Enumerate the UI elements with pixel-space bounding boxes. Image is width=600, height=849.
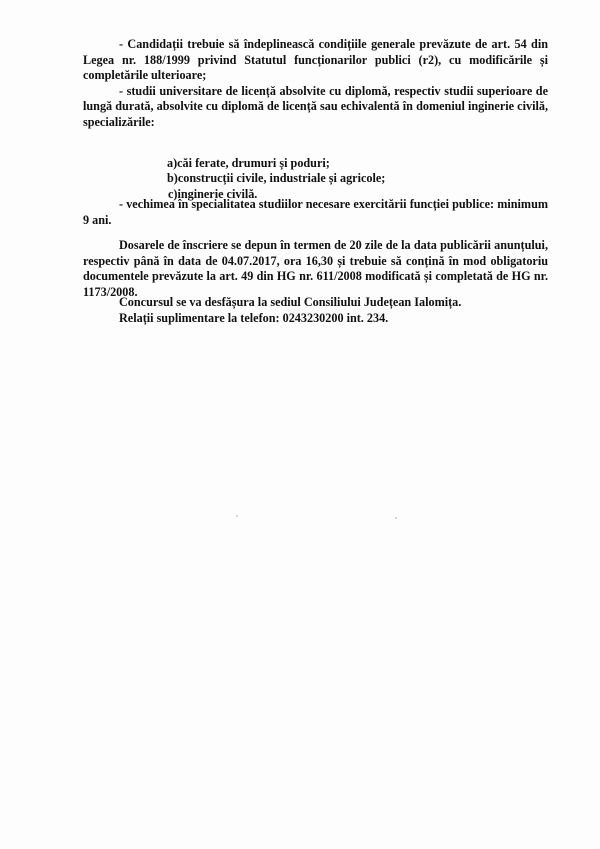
specialization-item: b)construcții civile, industriale și agricole; [167,171,386,186]
requirement-general-conditions: - Candidații trebuie să îndeplinească condițiile generale prevăzute de art. 54 din Legea nr. 188/1999 privind Statutul funcționarilor publici (r2), cu modificările și completările ulterioare; [83,37,548,83]
specialization-item: a)căi ferate, drumuri și poduri; [167,156,330,170]
contest-location: Concursul se va desfășura la sediul Consiliului Județean Ialomița. [119,295,462,309]
scan-speck [236,515,238,517]
requirements-block [83,37,548,131]
application-block [83,238,548,300]
experience-block [83,197,548,228]
application-files-paragraph: Dosarele de înscriere se depun în termen de 20 zile de la data publicării anunțului, respectiv până în data de 04.07.2017, ora 16,30 și trebuie să conțină în mod obligatoriu documentele prevăzute la art. 49 din HG nr. 611/2008 modificată și completată de HG nr. 1173/2008. [83,238,548,299]
requirement-experience: - vechimea în specialitatea studiilor necesare exercitării funcției publice: minimum 9 ani. [83,197,548,227]
requirement-studies: - studii universitare de licență absolvite cu diplomă, respectiv studii superioare de lungă durată, absolvite cu diplomă de licență sau echivalentă în domeniul inginerie civilă, specializările: [83,83,548,129]
specialization-item: c)inginerie civilă. [168,186,258,201]
specializations-list [167,156,385,202]
contact-phone: Relații suplimentare la telefon: 0243230200 int. 234. [119,311,389,325]
scan-speck [395,517,397,519]
